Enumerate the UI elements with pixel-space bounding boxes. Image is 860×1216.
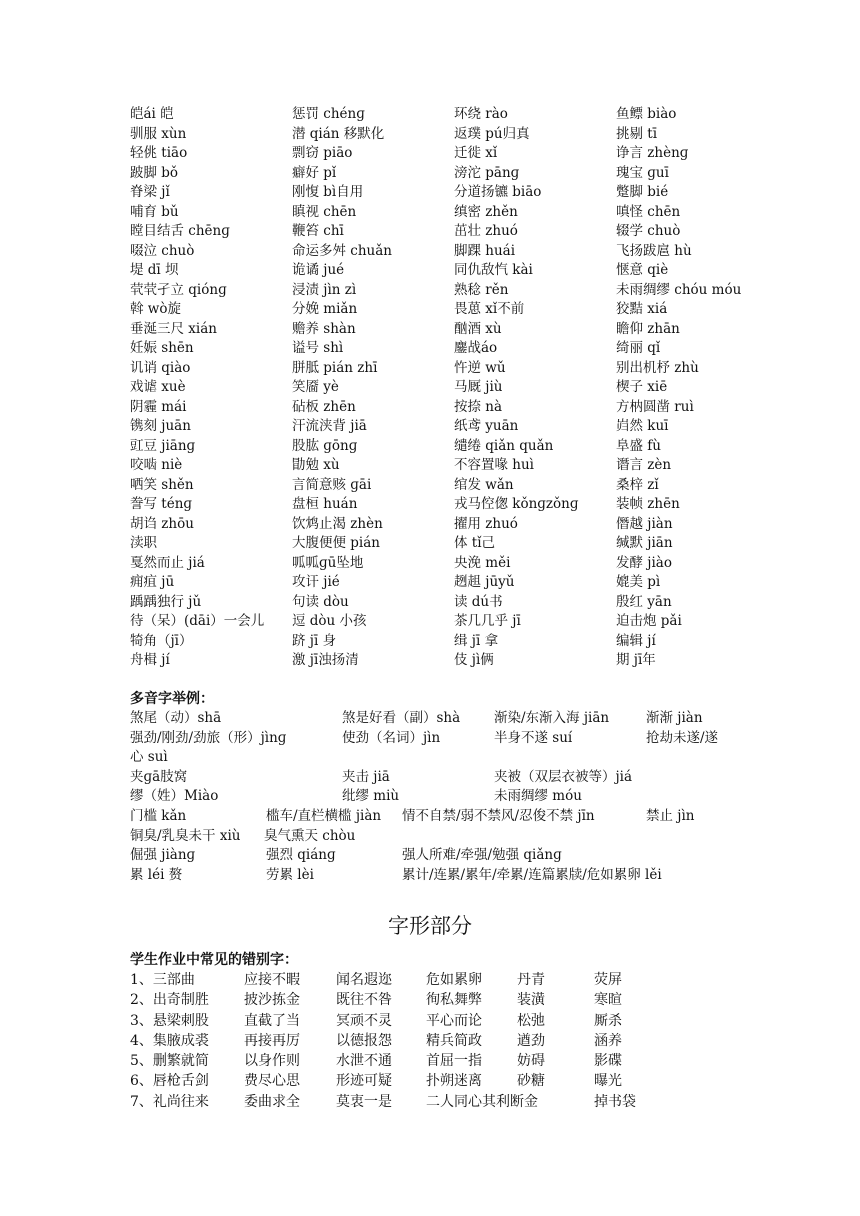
polyphonic-heading: 多音字举例：	[130, 691, 214, 707]
typo-item: 以德报怨	[336, 1032, 392, 1049]
polyphonic-item: 心 suì	[130, 749, 168, 766]
vocab-item: 垂涎三尺 xián	[130, 320, 217, 337]
typo-item: 冥顽不灵	[336, 1012, 392, 1029]
typo-row	[130, 970, 750, 990]
vocab-item: 皑ái 皑	[130, 106, 174, 122]
vocab-item: 阴霾 mái	[130, 398, 187, 415]
typo-item: 4、集腋成裘	[130, 1032, 209, 1049]
vocab-item: 瞋视 chēn	[292, 203, 357, 220]
vocab-row	[130, 203, 830, 223]
vocab-item: 桑梓 zǐ	[616, 476, 659, 493]
typo-item: 委曲求全	[244, 1093, 300, 1110]
vocab-item: 哂笑 shěn	[130, 476, 194, 493]
vocab-item: 呱呱ɡū坠地	[292, 554, 364, 571]
polyphonic-item: 铜臭/乳臭未干 xiù	[130, 827, 241, 844]
vocab-row	[130, 495, 830, 515]
typo-item: 既往不咎	[336, 992, 392, 1009]
typo-item: 寒暄	[594, 992, 622, 1009]
vocab-item: 命运多舛 chuǎn	[292, 242, 392, 259]
typo-row	[130, 990, 750, 1010]
typo-item: 遒劲	[517, 1032, 545, 1049]
vocab-item: 胼胝 pián zhī	[292, 359, 378, 376]
vocab-row	[130, 125, 830, 145]
vocab-row	[130, 222, 830, 242]
vocab-item: 嗔怪 chēn	[616, 203, 681, 220]
vocab-row	[130, 359, 830, 379]
vocab-item: 股肱 ɡōnɡ	[292, 437, 358, 454]
vocab-item: 犄角（jī）	[130, 632, 193, 649]
vocab-item: 瑰宝 ɡuī	[616, 164, 669, 181]
vocab-item: 缱绻 qiǎn quǎn	[454, 437, 554, 454]
polyphonic-item: 半身不遂 suí	[494, 729, 573, 746]
vocab-row	[130, 144, 830, 164]
vocab-item: 癖好 pǐ	[292, 164, 337, 181]
typo-item: 6、唇枪舌剑	[130, 1073, 209, 1090]
vocab-item: 谥号 shì	[292, 340, 344, 356]
vocab-row	[130, 242, 830, 262]
polyphonic-row	[130, 748, 750, 768]
vocab-item: 攻讦 jié	[292, 574, 340, 590]
vocab-item: 饮鸩止渴 zhèn	[292, 515, 383, 532]
vocab-item: 镌刻 juān	[130, 418, 191, 434]
vocab-item: 茁壮 zhuó	[454, 223, 518, 239]
vocab-item: 言简意赅 ɡāi	[292, 476, 372, 493]
polyphonic-item: 强烈 qiánɡ	[266, 847, 336, 864]
polyphonic-item: 夹被（双层衣被等）jiá	[494, 768, 633, 785]
typo-item: 砂糖	[517, 1073, 545, 1090]
polyphonic-item: 纰缪 miù	[342, 788, 400, 805]
typo-item: 形迹可疑	[336, 1073, 392, 1090]
vocab-item: 啜泣 chuò	[130, 242, 195, 259]
common-typos-table	[130, 970, 750, 1112]
polyphonic-row	[130, 729, 750, 749]
vocab-item: 哺育 bǔ	[130, 203, 179, 220]
vocab-item: 读 dú书	[454, 593, 503, 610]
vocab-row	[130, 300, 830, 320]
vocab-item: 趔趄 jūyǔ	[454, 574, 515, 590]
typo-item: 莫衷一是	[336, 1093, 392, 1110]
vocab-row	[130, 573, 830, 593]
vocab-item: 伎 jì俩	[454, 652, 494, 668]
typo-item: 掉书袋	[594, 1093, 636, 1110]
polyphonic-item: 累 léi 赘	[130, 866, 183, 883]
polyphonic-item: 强劲/刚劲/劲旅（形）jìnɡ	[130, 729, 287, 746]
typo-item: 5、删繁就简	[130, 1053, 209, 1070]
polyphonic-row	[130, 807, 750, 827]
polyphonic-item: 使劲（名词）jìn	[342, 729, 441, 746]
vocab-item: 鏖战áo	[454, 340, 498, 356]
typo-item: 扑朔迷离	[426, 1073, 482, 1090]
vocab-row	[130, 164, 830, 184]
typo-item: 曝光	[594, 1073, 622, 1090]
polyphonic-item: 煞尾（动）shā	[130, 710, 222, 726]
vocab-row	[130, 183, 830, 203]
polyphonic-item: 禁止 jìn	[646, 807, 695, 824]
vocab-item: 戎马倥偬 kǒnɡzǒnɡ	[454, 496, 579, 512]
vocab-item: 绾发 wǎn	[454, 476, 514, 493]
vocab-item: 跛脚 bǒ	[130, 164, 179, 181]
vocab-item: 装帧 zhēn	[616, 496, 680, 512]
vocab-item: 鱼鳔 biào	[616, 106, 677, 122]
vocab-item: 期 jī年	[616, 652, 656, 668]
vocab-item: 殷红 yān	[616, 593, 672, 610]
vocab-row	[130, 593, 830, 613]
vocab-item: 刚愎 bì自用	[292, 184, 364, 200]
polyphonic-row	[130, 768, 750, 788]
vocab-row	[130, 651, 830, 671]
vocab-item: 分道扬镳 biāo	[454, 184, 542, 200]
vocab-item: 体 tǐ己	[454, 535, 496, 551]
vocab-item: 楔子 xiē	[616, 379, 668, 395]
vocab-item: 分娩 miǎn	[292, 301, 358, 317]
typo-item: 7、礼尚往来	[130, 1093, 209, 1110]
vocab-item: 绮丽 qǐ	[616, 340, 661, 356]
polyphonic-item: 渐染/东渐入海 jiān	[494, 710, 610, 726]
vocab-row	[130, 534, 830, 554]
typo-item: 首屈一指	[426, 1053, 482, 1070]
typo-item: 再接再厉	[244, 1032, 300, 1049]
typo-item: 3、悬梁刺股	[130, 1012, 209, 1029]
polyphonic-item: 未雨绸缪 móu	[494, 788, 582, 805]
vocab-item: 诤言 zhènɡ	[616, 145, 689, 161]
vocab-row	[130, 105, 830, 125]
polyphonic-item: 门槛 kǎn	[130, 807, 187, 824]
polyphonic-item: 夹击 jiā	[342, 768, 390, 785]
typo-item: 水泄不通	[336, 1053, 392, 1070]
vocab-row	[130, 378, 830, 398]
vocab-item: 茕茕孑立 qiónɡ	[130, 281, 227, 298]
polyphonic-examples	[130, 709, 750, 885]
vocab-item: 讥诮 qiào	[130, 359, 191, 376]
typo-item: 直截了当	[244, 1012, 300, 1029]
typo-row	[130, 1031, 750, 1051]
vocab-item: 舟楫 jí	[130, 652, 170, 668]
vocab-item: 惬意 qiè	[616, 262, 669, 278]
typo-item: 披沙拣金	[244, 992, 300, 1009]
typo-item: 荧屏	[594, 972, 622, 988]
vocab-item: 缉 jī 拿	[454, 632, 499, 649]
typo-item: 危如累卵	[426, 972, 482, 988]
vocab-item: 逗 dòu 小孩	[292, 613, 367, 629]
polyphonic-item: 抢劫未遂/遂	[646, 729, 719, 746]
vocab-item: 脊梁 jǐ	[130, 184, 170, 200]
vocab-item: 砧板 zhēn	[292, 398, 356, 415]
polyphonic-item: 臭气熏天 chòu	[264, 827, 356, 844]
vocab-row	[130, 515, 830, 535]
vocab-item: 纸鸢 yuān	[454, 418, 519, 434]
typo-row	[130, 1071, 750, 1091]
vocab-item: 瞻仰 zhān	[616, 320, 680, 337]
vocab-item: 待（呆）(dāi）一会儿	[130, 613, 265, 629]
polyphonic-item: 倔强 jiànɡ	[130, 847, 196, 864]
vocab-item: 忤逆 wǔ	[454, 359, 506, 376]
vocab-item: 挑剔 tī	[616, 125, 658, 142]
vocab-item: 茶几几乎 jī	[454, 613, 521, 629]
typo-item: 闻名遐迩	[336, 972, 392, 988]
section-title: 字形部分	[388, 914, 472, 938]
polyphonic-row	[130, 866, 750, 886]
vocab-row	[130, 437, 830, 457]
vocab-row	[130, 320, 830, 340]
vocab-item: 咬啮 niè	[130, 457, 183, 473]
typo-row	[130, 1051, 750, 1071]
vocab-item: 不容置喙 huì	[454, 457, 534, 473]
typo-item: 影碟	[594, 1053, 622, 1070]
vocab-item: 笑靥 yè	[292, 379, 339, 395]
typo-item: 丹青	[517, 972, 545, 988]
vocab-item: 发酵 jiào	[616, 554, 672, 571]
vocab-item: 编辑 jí	[616, 632, 656, 649]
vocab-item: 缜密 zhěn	[454, 203, 518, 220]
polyphonic-item: 强人所难/牵强/勉强 qiǎnɡ	[402, 847, 562, 864]
vocab-row	[130, 612, 830, 632]
vocab-item: 迁徙 xǐ	[454, 145, 498, 161]
vocab-item: 鞭笞 chī	[292, 223, 344, 239]
vocab-item: 堤 dī 坝	[130, 262, 179, 278]
vocab-item: 狡黠 xiá	[616, 301, 668, 317]
vocab-row	[130, 456, 830, 476]
typo-item: 1、三部曲	[130, 972, 195, 988]
vocab-item: 酗酒 xù	[454, 320, 502, 337]
vocab-row	[130, 261, 830, 281]
vocab-item: 马厩 jiù	[454, 379, 503, 395]
vocab-item: 胡诌 zhōu	[130, 515, 194, 532]
polyphonic-row	[130, 846, 750, 866]
vocab-item: 汗流浃背 jiā	[292, 418, 367, 434]
vocab-item: 方枘圆凿 ruì	[616, 398, 694, 415]
typo-item: 妨碍	[517, 1053, 545, 1070]
typo-item: 平心而论	[426, 1012, 482, 1029]
vocab-item: 妊娠 shēn	[130, 340, 194, 356]
typo-item: 精兵简政	[426, 1032, 482, 1049]
polyphonic-item: 渐渐 jiàn	[646, 710, 703, 726]
typo-item: 应接不暇	[244, 972, 300, 988]
vocab-item: 畏葸 xǐ不前	[454, 301, 525, 317]
typo-item: 涵养	[594, 1032, 622, 1049]
vocab-item: 瞠目结舌 chēnɡ	[130, 223, 230, 239]
typo-row	[130, 1011, 750, 1031]
vocab-row	[130, 417, 830, 437]
vocab-item: 句读 dòu	[292, 593, 349, 610]
polyphonic-row	[130, 787, 750, 807]
vocab-item: 潜 qián 移默化	[292, 125, 385, 142]
vocab-item: 同仇敌忾 kài	[454, 262, 533, 278]
polyphonic-item: 煞是好看（副）shà	[342, 710, 461, 726]
vocab-item: 环绕 rào	[454, 106, 508, 122]
vocab-item: 盘桓 huán	[292, 496, 358, 512]
vocab-item: 誊写 ténɡ	[130, 496, 193, 512]
polyphonic-item: 缪（姓）Miào	[130, 788, 219, 805]
vocab-item: 渎职	[130, 535, 157, 551]
typo-item: 二人同心其利断金	[426, 1093, 538, 1110]
vocab-item: 阜盛 fù	[616, 437, 661, 454]
vocab-item: 谮言 zèn	[616, 457, 672, 473]
vocab-item: 诡谲 jué	[292, 262, 345, 278]
polyphonic-item: 劳累 lèi	[266, 866, 314, 883]
polyphonic-row	[130, 709, 750, 729]
vocab-item: 踽踽独行 jǔ	[130, 593, 202, 610]
vocab-item: 缄默 jiān	[616, 535, 673, 551]
vocab-item: 豇豆 jiānɡ	[130, 437, 196, 454]
typo-item: 徇私舞弊	[426, 992, 482, 1009]
polyphonic-item: 夹ɡā肢窝	[130, 768, 188, 785]
vocab-row	[130, 339, 830, 359]
vocab-item: 辍学 chuò	[616, 223, 681, 239]
vocab-item: 驯服 xùn	[130, 125, 187, 142]
vocab-item: 别出机杼 zhù	[616, 359, 699, 376]
vocab-item: 返璞 pú归真	[454, 125, 530, 142]
vocab-item: 飞扬跋扈 hù	[616, 242, 692, 259]
vocab-item: 僭越 jiàn	[616, 515, 673, 532]
vocab-item: 赡养 shàn	[292, 320, 356, 337]
typo-row	[130, 1092, 750, 1112]
vocab-item: 按捺 nà	[454, 398, 503, 415]
typo-item: 费尽心思	[244, 1073, 300, 1090]
vocab-row	[130, 281, 830, 301]
vocab-item: 擢用 zhuó	[454, 515, 518, 532]
vocab-item: 媲美 pì	[616, 574, 661, 590]
typo-item: 装潢	[517, 992, 545, 1009]
vocab-item: 剽窃 piāo	[292, 145, 353, 161]
vocab-row	[130, 398, 830, 418]
vocab-item: 大腹便便 pián	[292, 535, 380, 551]
vocab-item: 戏谑 xuè	[130, 379, 186, 395]
typo-item: 厮杀	[594, 1012, 622, 1029]
typo-item: 松弛	[517, 1012, 545, 1029]
vocab-item: 戛然而止 jiá	[130, 554, 205, 571]
vocab-item: 惩罚 chénɡ	[292, 106, 365, 122]
pronunciation-vocab-grid	[130, 105, 830, 671]
polyphonic-item: 累计/连累/累年/牵累/连篇累牍/危如累卵 lěi	[402, 866, 662, 883]
typo-heading: 学生作业中常见的错别字：	[130, 952, 298, 968]
vocab-item: 未雨绸缪 chóu móu	[616, 281, 742, 298]
typo-item: 2、出奇制胜	[130, 992, 209, 1009]
vocab-item: 激 jī浊扬清	[292, 652, 359, 668]
vocab-row	[130, 554, 830, 574]
vocab-item: 勖勉 xù	[292, 457, 340, 473]
vocab-item: 轻佻 tiāo	[130, 145, 188, 161]
polyphonic-item: 情不自禁/弱不禁风/忍俊不禁 jīn	[402, 807, 595, 824]
vocab-item: 跻 jī 身	[292, 632, 337, 649]
typo-item: 以身作则	[244, 1053, 300, 1070]
vocab-item: 痈疽 jū	[130, 574, 175, 590]
polyphonic-item: 槛车/直栏横槛 jiàn	[266, 807, 382, 824]
vocab-item: 脚踝 huái	[454, 242, 516, 259]
vocab-item: 滂沱 pānɡ	[454, 164, 520, 181]
vocab-row	[130, 632, 830, 652]
vocab-item: 央浼 měi	[454, 554, 511, 571]
vocab-item: 浸渍 jìn zì	[292, 281, 357, 298]
vocab-item: 蹩脚 bié	[616, 184, 669, 200]
vocab-item: 迫击炮 pǎi	[616, 613, 682, 629]
vocab-item: 斡 wò旋	[130, 301, 181, 317]
polyphonic-row	[130, 827, 750, 847]
vocab-row	[130, 476, 830, 496]
vocab-item: 熟稔 rěn	[454, 281, 509, 298]
vocab-item: 岿然 kuī	[616, 418, 669, 434]
